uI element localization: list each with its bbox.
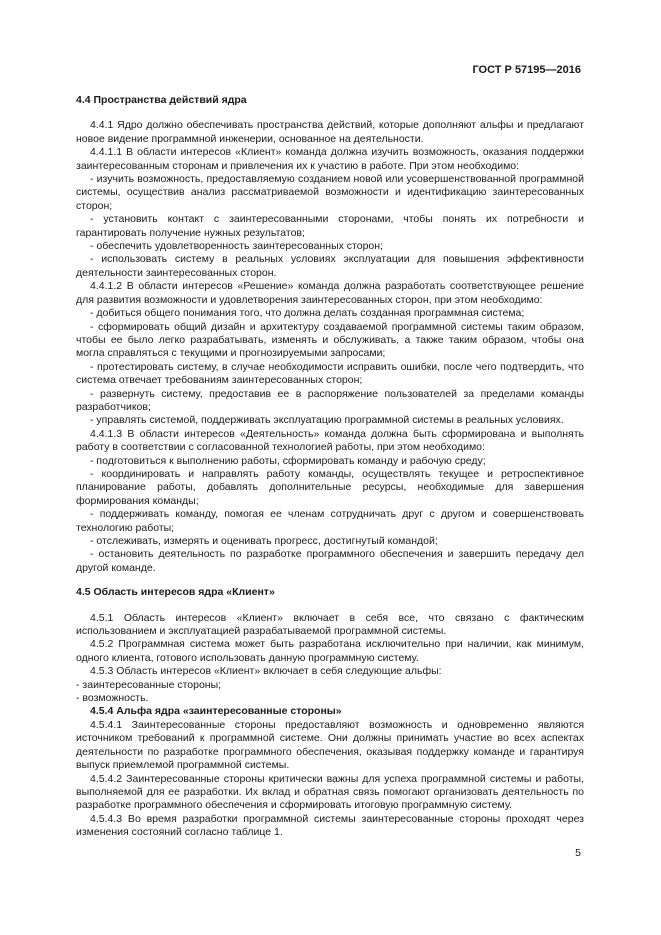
- paragraph: - добиться общего понимания того, что должна делать созданная программная система;: [90, 307, 525, 320]
- paragraph: 4.5.4.3 Во время разработки программной системы заинтересованные стороны проходят через изменения состояний согласно таблице 1.: [76, 812, 584, 839]
- paragraph: - установить контакт с заинтересованными сторонами, чтобы понять их потребности и гарантировать получение нужных результатов;: [76, 213, 584, 239]
- paragraph: - координировать и направлять работу команды, осуществлять текущее и ретроспективное планирование работы, добавлять дополнительные ресурсы, необходимые для завершения формирования команды;: [76, 467, 584, 507]
- paragraph: 4.5.2 Программная система может быть разработана исключительно при наличии, как минимум, одного клиента, готового использовать данную программную систему.: [76, 638, 584, 664]
- paragraph: 4.5.1 Область интересов «Клиент» включает в себя все, что связано с фактическим использованием и эксплуатацией разрабатываемой программной системы.: [76, 611, 584, 638]
- paragraph: - возможность.: [76, 692, 149, 705]
- paragraph: 4.5.4.1 Заинтересованные стороны предоставляют возможность и одновременно являются источником требований к программной системе. Они должны принимать участие во всех аспектах деятельности по разработке программного обеспечения, оказывая поддержку команде и гарантируя выпуск приемлемой программной системы.: [76, 718, 584, 772]
- paragraph: - отслеживать, измерять и оценивать прогресс, достигнутый командой;: [90, 535, 438, 547]
- paragraph: - сформировать общий дизайн и архитектуру создаваемой программной системы таким образом, чтобы ее было легко разрабатывать, изменять и обслуживать, а также таким образом, чтобы она могла справляться с текущими и прогнозируемыми запросами;: [76, 320, 584, 360]
- paragraph: - протестировать систему, в случае необходимости исправить ошибки, после чего подтвердить, что система отвечает требованиям заинтересованных сторон;: [76, 360, 584, 387]
- paragraph: - остановить деятельность по разработке программного обеспечения и завершить передачу дел другой команде.: [76, 548, 584, 574]
- section-heading: 4.4 Пространства действий ядра: [76, 94, 247, 106]
- paragraph: - развернуть систему, предоставив ее в распоряжение пользователей за пределами команды разработчиков;: [76, 387, 584, 413]
- paragraph: - обеспечить удовлетворенность заинтересованных сторон;: [90, 240, 383, 253]
- paragraph: 4.4.1.1 В области интересов «Клиент» команда должна изучить возможность, оказания поддержки заинтересованным сторонам и привлечения их к участию в работе. При этом необходимо:: [76, 146, 584, 172]
- paragraph: 4.4.1 Ядро должно обеспечивать пространства действий, которые дополняют альфы и предлагают новое видение программной инженерии, основанное на деятельности.: [76, 119, 584, 145]
- paragraph: 4.4.1.2 В области интересов «Решение» команда должна разработать соответствующее решение для развития возможности и удовлетворения заинтересованных сторон, при этом необходимо:: [76, 280, 584, 306]
- page-number: 5: [575, 847, 581, 859]
- paragraph: 4.5.3 Область интересов «Клиент» включает в себя следующие альфы:: [90, 665, 442, 678]
- paragraph: 4.4.1.3 В области интересов «Деятельность» команда должна быть сформирована и выполнять работу в соответствии с согласованной технологией работы, при этом необходимо:: [76, 427, 584, 454]
- paragraph: - подготовиться к выполнению работы, сформировать команду и рабочую среду;: [90, 454, 486, 467]
- paragraph: - управлять системой, поддерживать эксплуатацию программной системы в реальных условиях.: [90, 414, 564, 427]
- subsection-heading: 4.5.4 Альфа ядра «заинтересованные стороны»: [90, 705, 342, 718]
- section-heading: 4.5 Область интересов ядра «Клиент»: [76, 586, 275, 599]
- document-body: [76, 94, 584, 840]
- paragraph: - изучить возможность, предоставляемую созданием новой или усовершенствованной программной системы, осуществив анализ рассматриваемой возможности и идентификацию заинтересованных сторон;: [76, 173, 584, 212]
- paragraph: - поддерживать команду, помогая ее членам сотрудничать друг с другом и совершенствовать технологию работы;: [76, 508, 584, 534]
- paragraph: - использовать систему в реальных условиях эксплуатации для повышения эффективности деятельности заинтересованных сторон.: [76, 253, 584, 279]
- paragraph: - заинтересованные стороны;: [76, 678, 222, 691]
- document-code: ГОСТ Р 57195—2016: [472, 64, 581, 76]
- paragraph: 4.5.4.2 Заинтересованные стороны критически важны для успеха программной системы и работы, выполняемой для ее разработки. Их вклад и обратная связь помогают организовать деятельность по разработке программного обеспечения и сформировать итоговую программную систему.: [76, 772, 584, 812]
